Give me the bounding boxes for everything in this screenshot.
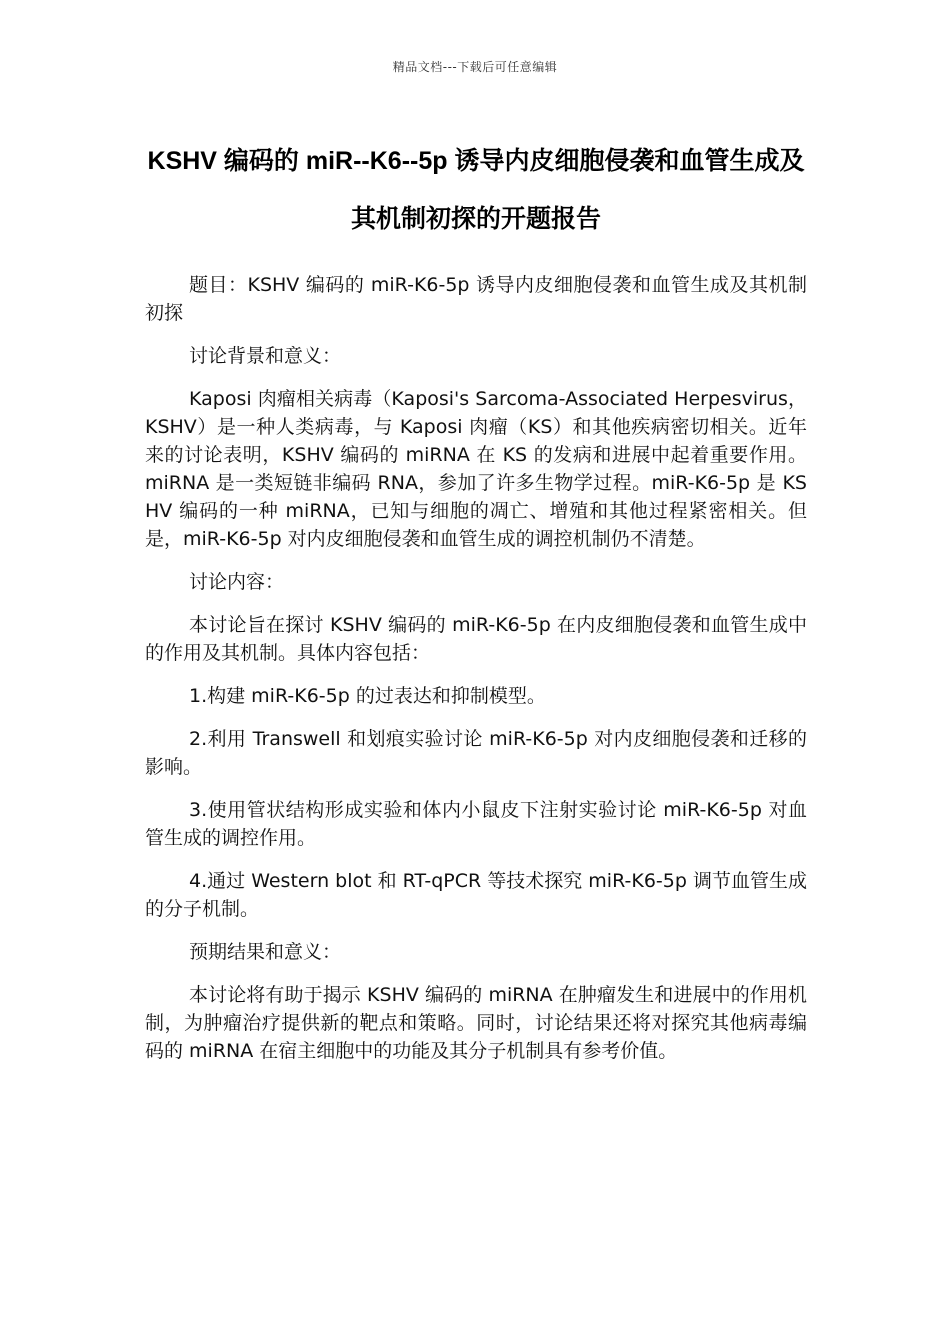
expected-results-paragraph: 本讨论将有助于揭示 KSHV 编码的 miRNA 在肿瘤发生和进展中的作用机制，为肿瘤治疗提供新的靶点和策略。同时，讨论结果还将对探究其他病毒编码的 miRNA 在宿主细胞中的功能及其分子机制具有参考价值。 (145, 984, 807, 1062)
content-item-3: 3.使用管状结构形成实验和体内小鼠皮下注射实验讨论 miR-K6-5p 对血管生成的调控作用。 (145, 799, 807, 849)
content-intro-paragraph: 本讨论旨在探讨 KSHV 编码的 miR-K6-5p 在内皮细胞侵袭和血管生成中的作用及其机制。具体内容包括： (145, 614, 807, 664)
background-heading: 讨论背景和意义： (189, 345, 342, 367)
background-paragraph: Kaposi 肉瘤相关病毒（Kaposi's Sarcoma-Associated Herpesvirus，KSHV）是一种人类病毒，与 Kaposi 肉瘤（KS）和其他疾病密切相关。近年来的讨论表明，KSHV 编码的 miRNA 在 KS 的发病和进展中起着重要作用。miRNA 是一类短链非编码 RNA，参加了许多生物学过程。miR-K6-5p 是 KSHV 编码的一种 miRNA，已知与细胞的凋亡、增殖和其他过程紧密相关。但是，miR-K6-5p 对内皮细胞侵袭和血管生成的调控机制仍不清楚。 (145, 388, 807, 550)
topic-paragraph: 题目：KSHV 编码的 miR-K6-5p 诱导内皮细胞侵袭和血管生成及其机制初探 (145, 274, 807, 324)
content-item-4: 4.通过 Western blot 和 RT-qPCR 等技术探究 miR-K6-5p 调节血管生成的分子机制。 (145, 870, 807, 920)
document-title: KSHV 编码的 miR--K6--5p 诱导内皮细胞侵袭和血管生成及其机制初探的开题报告 (147, 147, 805, 233)
page-header-note: 精品文档---下载后可任意编辑 (392, 60, 558, 74)
expected-results-heading: 预期结果和意义： (189, 941, 342, 963)
content-item-1: 1.构建 miR-K6-5p 的过表达和抑制模型。 (189, 685, 546, 707)
document-body (145, 271, 807, 1080)
content-heading: 讨论内容： (189, 571, 285, 593)
content-item-2: 2.利用 Transwell 和划痕实验讨论 miR-K6-5p 对内皮细胞侵袭和迁移的影响。 (145, 728, 807, 778)
